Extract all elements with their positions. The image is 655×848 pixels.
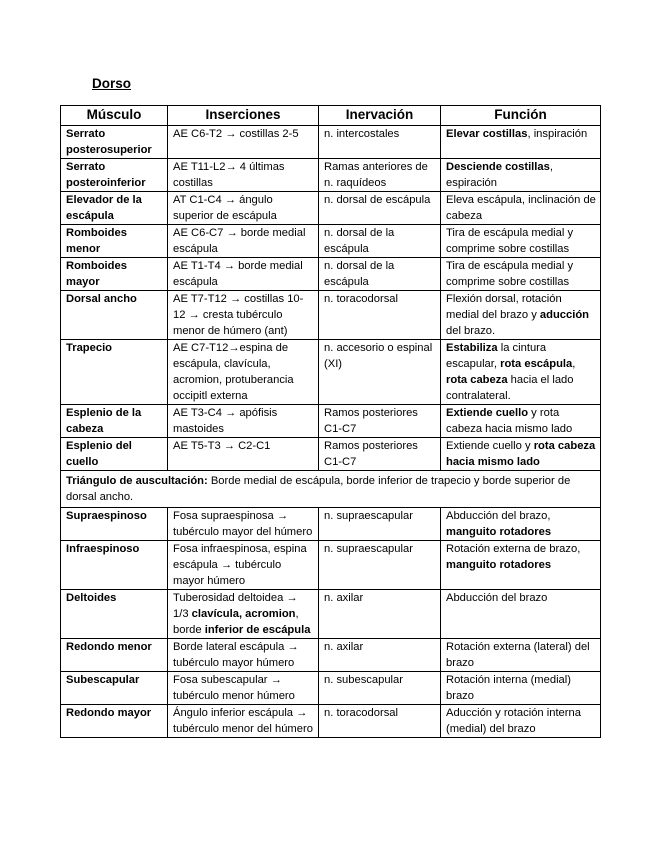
function-cell-segment: Rotación interna (medial) brazo bbox=[446, 674, 571, 702]
function-cell-segment: Extiende cuello y bbox=[446, 440, 534, 452]
function-cell bbox=[441, 159, 601, 192]
insertion-cell bbox=[168, 405, 319, 438]
function-cell-segment: manguito rotadores bbox=[446, 526, 552, 538]
function-cell-segment: Extiende cuello bbox=[446, 407, 529, 419]
function-cell-segment: rota cabeza hacia mismo lado bbox=[446, 440, 596, 468]
function-cell-segment: Abducción del brazo bbox=[446, 592, 548, 604]
insertion-cell bbox=[168, 340, 319, 405]
innervation-cell: Ramos posteriores C1-C7 bbox=[319, 438, 441, 471]
insertion-cell bbox=[168, 159, 319, 192]
innervation-cell: n. axilar bbox=[319, 639, 441, 672]
function-cell-segment: la cintura escapular, bbox=[446, 342, 547, 370]
table-row bbox=[61, 126, 601, 159]
function-cell bbox=[441, 438, 601, 471]
function-cell bbox=[441, 672, 601, 705]
innervation-cell: n. subescapular bbox=[319, 672, 441, 705]
function-cell bbox=[441, 541, 601, 590]
muscle-cell: Serrato posterosuperior bbox=[61, 126, 168, 159]
auscultation-note bbox=[61, 471, 601, 508]
muscle-cell: Serrato posteroinferior bbox=[61, 159, 168, 192]
function-cell-segment: Tira de escápula medial y comprime sobre costillas bbox=[446, 227, 574, 255]
function-cell-segment: aducción bbox=[539, 309, 590, 321]
muscle-cell: Trapecio bbox=[61, 340, 168, 405]
muscle-cell: Elevador de la escápula bbox=[61, 192, 168, 225]
insertion-cell bbox=[168, 508, 319, 541]
function-cell bbox=[441, 225, 601, 258]
function-cell bbox=[441, 258, 601, 291]
insertion-cell-segment: AE T11-L2→ 4 últimas costillas bbox=[173, 161, 285, 189]
muscle-cell: Deltoides bbox=[61, 590, 168, 639]
innervation-cell: n. supraescapular bbox=[319, 508, 441, 541]
header-function: Función bbox=[441, 106, 601, 126]
muscle-cell: Redondo menor bbox=[61, 639, 168, 672]
insertion-cell-segment: clavícula, acromion bbox=[191, 608, 296, 620]
function-cell bbox=[441, 126, 601, 159]
innervation-cell: n. axilar bbox=[319, 590, 441, 639]
innervation-cell: n. toracodorsal bbox=[319, 291, 441, 340]
function-cell bbox=[441, 291, 601, 340]
note-row bbox=[61, 471, 601, 508]
function-cell-segment: , inspiración bbox=[527, 128, 588, 140]
muscle-cell: Esplenio del cuello bbox=[61, 438, 168, 471]
insertion-cell bbox=[168, 258, 319, 291]
function-cell-segment: Tira de escápula medial y comprime sobre costillas bbox=[446, 260, 574, 288]
insertion-cell bbox=[168, 438, 319, 471]
function-cell-segment: manguito rotadores bbox=[446, 559, 552, 571]
insertion-cell bbox=[168, 639, 319, 672]
table-row bbox=[61, 590, 601, 639]
note-text: Borde medial de escápula, borde inferior de trapecio y borde superior de dorsal ancho. bbox=[66, 475, 571, 503]
function-cell bbox=[441, 405, 601, 438]
function-cell bbox=[441, 340, 601, 405]
function-cell-segment: y rota cabeza hacia mismo lado bbox=[446, 407, 573, 435]
function-cell-segment: rota cabeza bbox=[446, 374, 508, 386]
function-cell-segment: rota escápula bbox=[500, 358, 573, 370]
muscle-cell: Supraespinoso bbox=[61, 508, 168, 541]
muscle-cell: Dorsal ancho bbox=[61, 291, 168, 340]
insertion-cell-segment: AE T5-T3 → C2-C1 bbox=[173, 440, 271, 452]
insertion-cell-segment: AE T1-T4 → borde medial escápula bbox=[173, 260, 303, 288]
muscle-cell: Romboides menor bbox=[61, 225, 168, 258]
function-cell bbox=[441, 192, 601, 225]
muscle-cell: Romboides mayor bbox=[61, 258, 168, 291]
muscle-cell: Redondo mayor bbox=[61, 705, 168, 738]
function-cell-segment: del brazo. bbox=[446, 325, 496, 337]
note-label: Triángulo de auscultación: bbox=[66, 475, 208, 487]
table-row bbox=[61, 225, 601, 258]
function-cell-segment: Abducción del brazo, bbox=[446, 510, 551, 522]
function-cell-segment: Rotación externa de brazo, bbox=[446, 543, 581, 555]
insertion-cell-segment: AE T3-C4 → apófisis mastoides bbox=[173, 407, 278, 435]
function-cell-segment: hacia el lado contralateral. bbox=[446, 374, 574, 402]
insertion-cell-segment: Fosa infraespinosa, espina escápula → tubérculo mayor húmero bbox=[173, 543, 307, 587]
muscle-table bbox=[60, 105, 601, 738]
table-row bbox=[61, 340, 601, 405]
page-title: Dorso bbox=[92, 76, 132, 91]
function-cell-segment: Desciende costillas bbox=[446, 161, 550, 173]
function-cell bbox=[441, 508, 601, 541]
innervation-cell: n. accesorio o espinal (XI) bbox=[319, 340, 441, 405]
table-row bbox=[61, 541, 601, 590]
muscle-cell: Infraespinoso bbox=[61, 541, 168, 590]
muscle-cell: Esplenio de la cabeza bbox=[61, 405, 168, 438]
function-cell bbox=[441, 590, 601, 639]
insertion-cell-segment: AE C6-T2 → costillas 2-5 bbox=[173, 128, 299, 140]
table-row bbox=[61, 672, 601, 705]
insertion-cell-segment: AE T7-T12 → costillas 10-12 → cresta tubérculo menor de húmero (ant) bbox=[173, 293, 304, 337]
insertion-cell bbox=[168, 192, 319, 225]
function-cell-segment: , bbox=[572, 358, 576, 370]
muscle-cell: Subescapular bbox=[61, 672, 168, 705]
table-row bbox=[61, 438, 601, 471]
table-row bbox=[61, 405, 601, 438]
insertion-cell-segment: , borde bbox=[173, 608, 299, 636]
table-row bbox=[61, 705, 601, 738]
insertion-cell bbox=[168, 541, 319, 590]
function-cell-segment: Eleva escápula, inclinación de cabeza bbox=[446, 194, 596, 222]
table-row bbox=[61, 258, 601, 291]
insertion-cell bbox=[168, 291, 319, 340]
function-cell bbox=[441, 705, 601, 738]
insertion-cell-segment: Fosa supraespinosa → tubérculo mayor del húmero bbox=[173, 510, 313, 538]
insertion-cell-segment: AE C6-C7 → borde medial escápula bbox=[173, 227, 306, 255]
innervation-cell: n. intercostales bbox=[319, 126, 441, 159]
insertion-cell-segment: Fosa subescapular → tubérculo menor húmero bbox=[173, 674, 295, 702]
insertion-cell-segment: inferior de escápula bbox=[204, 624, 311, 636]
insertion-cell bbox=[168, 126, 319, 159]
function-cell-segment: Rotación externa (lateral) del brazo bbox=[446, 641, 590, 669]
insertion-cell-segment: AT C1-C4 → ángulo superior de escápula bbox=[173, 194, 277, 222]
innervation-cell: n. supraescapular bbox=[319, 541, 441, 590]
header-innervation: Inervación bbox=[319, 106, 441, 126]
insertion-cell-segment: Tuberosidad deltoidea → 1/3 bbox=[173, 592, 298, 620]
header-insertions: Inserciones bbox=[168, 106, 319, 126]
insertion-cell bbox=[168, 590, 319, 639]
function-cell-segment: Estabiliza bbox=[446, 342, 498, 354]
table-row bbox=[61, 508, 601, 541]
table-header-row bbox=[61, 106, 601, 126]
insertion-cell-segment: Borde lateral escápula → tubérculo mayor húmero bbox=[173, 641, 299, 669]
table-row bbox=[61, 639, 601, 672]
innervation-cell: n. dorsal de escápula bbox=[319, 192, 441, 225]
table-row bbox=[61, 291, 601, 340]
innervation-cell: n. dorsal de la escápula bbox=[319, 225, 441, 258]
insertion-cell bbox=[168, 225, 319, 258]
function-cell-segment: Flexión dorsal, rotación medial del brazo y bbox=[446, 293, 562, 321]
innervation-cell: Ramos posteriores C1-C7 bbox=[319, 405, 441, 438]
function-cell-segment: Aducción y rotación interna (medial) del brazo bbox=[446, 707, 581, 735]
table-row bbox=[61, 159, 601, 192]
insertion-cell bbox=[168, 705, 319, 738]
insertion-cell bbox=[168, 672, 319, 705]
innervation-cell: n. dorsal de la escápula bbox=[319, 258, 441, 291]
innervation-cell: n. toracodorsal bbox=[319, 705, 441, 738]
insertion-cell-segment: Ángulo inferior escápula → tubérculo menor del húmero bbox=[173, 707, 313, 735]
innervation-cell: Ramas anteriores de n. raquídeos bbox=[319, 159, 441, 192]
header-muscle: Músculo bbox=[61, 106, 168, 126]
insertion-cell-segment: AE C7-T12→espina de escápula, clavícula, acromion, protuberancia occipitl externa bbox=[173, 342, 294, 402]
table-row bbox=[61, 192, 601, 225]
function-cell bbox=[441, 639, 601, 672]
function-cell-segment: Elevar costillas bbox=[446, 128, 528, 140]
table-body-bottom bbox=[61, 508, 601, 738]
table-body-top bbox=[61, 126, 601, 471]
function-cell-segment: , espiración bbox=[446, 161, 553, 189]
